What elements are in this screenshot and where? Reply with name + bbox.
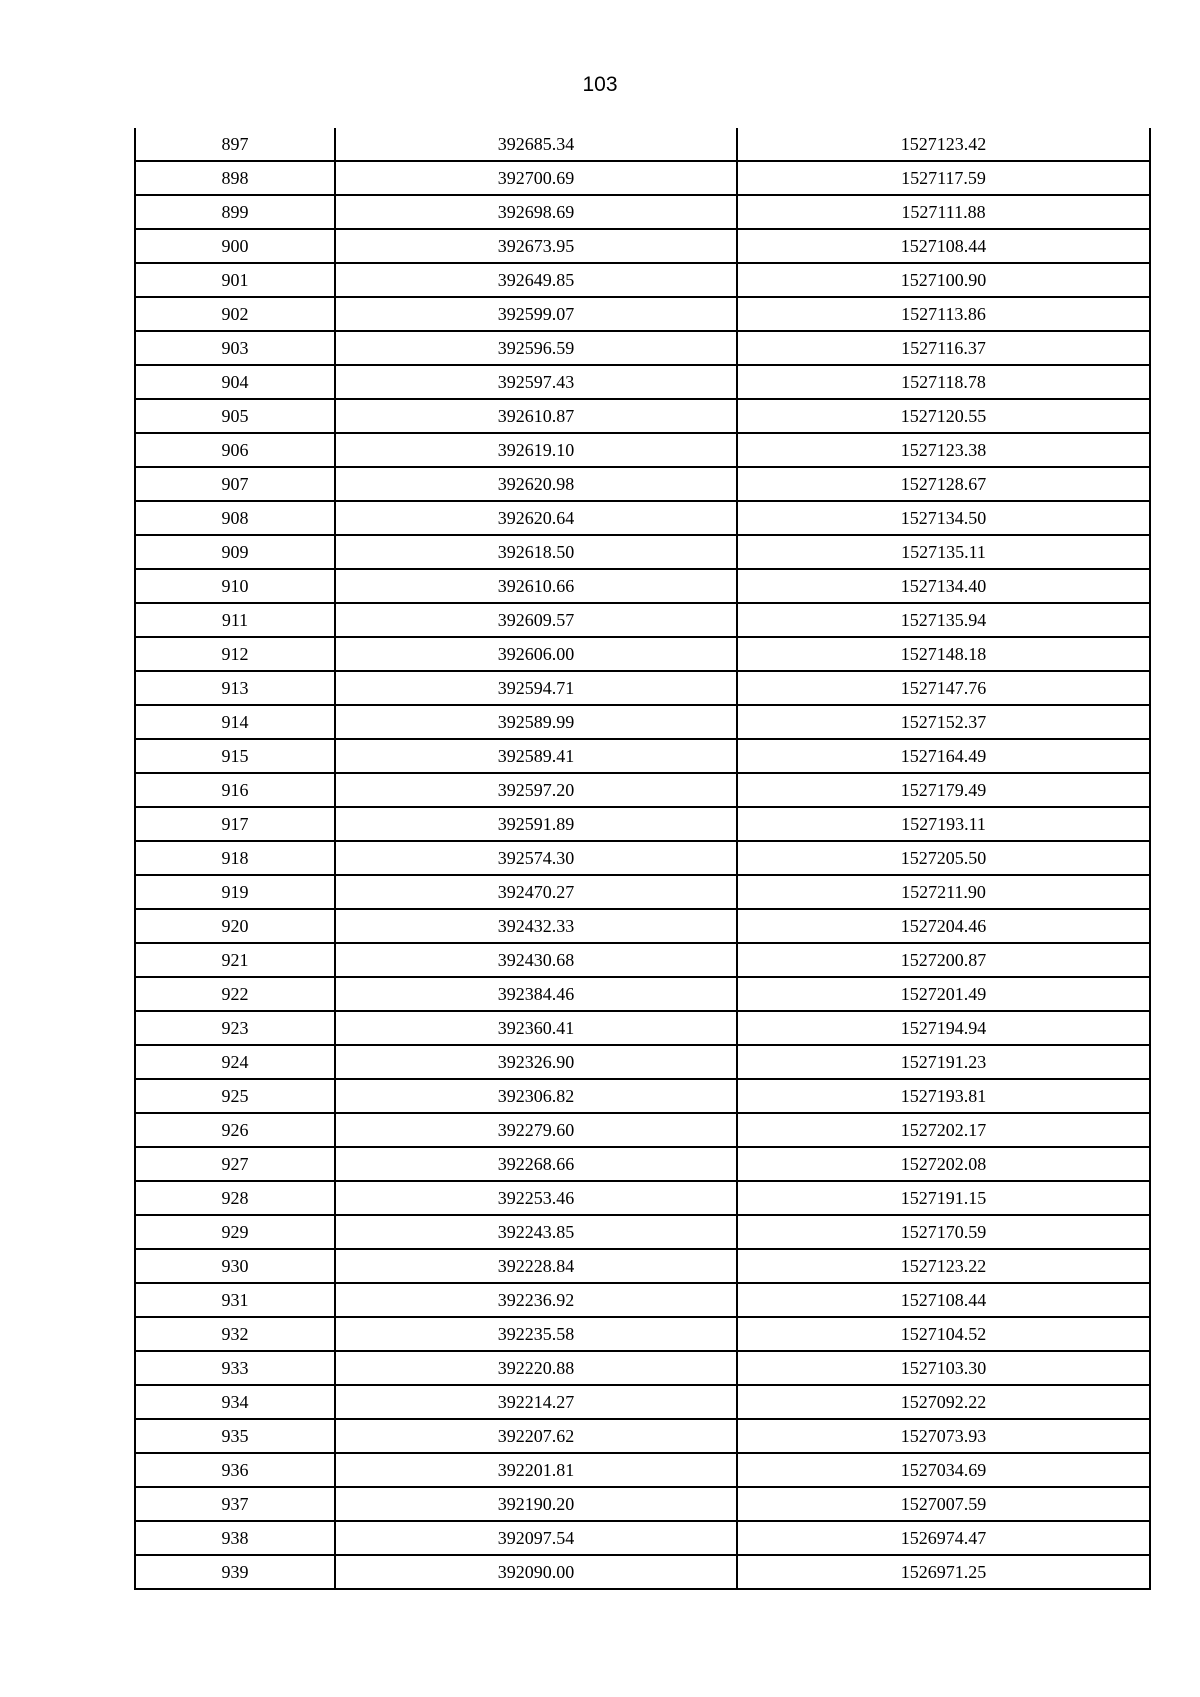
x-coordinate-cell: 392306.82 (335, 1079, 737, 1113)
point-number-cell: 939 (135, 1555, 335, 1589)
table-row (135, 739, 1150, 773)
table-row (135, 603, 1150, 637)
y-coordinate-cell: 1527100.90 (737, 263, 1150, 297)
table-row (135, 1147, 1150, 1181)
point-number-cell: 906 (135, 433, 335, 467)
table-row (135, 1045, 1150, 1079)
table-row (135, 1249, 1150, 1283)
table-row (135, 1283, 1150, 1317)
table-row (135, 297, 1150, 331)
x-coordinate-cell: 392591.89 (335, 807, 737, 841)
x-coordinate-cell: 392326.90 (335, 1045, 737, 1079)
table-row (135, 977, 1150, 1011)
x-coordinate-cell: 392236.92 (335, 1283, 737, 1317)
y-coordinate-cell: 1527191.15 (737, 1181, 1150, 1215)
point-number-cell: 937 (135, 1487, 335, 1521)
x-coordinate-cell: 392097.54 (335, 1521, 737, 1555)
x-coordinate-cell: 392243.85 (335, 1215, 737, 1249)
point-number-cell: 928 (135, 1181, 335, 1215)
table-row (135, 467, 1150, 501)
x-coordinate-cell: 392597.20 (335, 773, 737, 807)
x-coordinate-cell: 392618.50 (335, 535, 737, 569)
point-number-cell: 903 (135, 331, 335, 365)
point-number-cell: 915 (135, 739, 335, 773)
table-row (135, 535, 1150, 569)
point-number-cell: 902 (135, 297, 335, 331)
y-coordinate-cell: 1527123.22 (737, 1249, 1150, 1283)
point-number-cell: 916 (135, 773, 335, 807)
y-coordinate-cell: 1527152.37 (737, 705, 1150, 739)
y-coordinate-cell: 1527113.86 (737, 297, 1150, 331)
x-coordinate-cell: 392594.71 (335, 671, 737, 705)
y-coordinate-cell: 1527205.50 (737, 841, 1150, 875)
point-number-cell: 908 (135, 501, 335, 535)
point-number-cell: 924 (135, 1045, 335, 1079)
point-number-cell: 897 (135, 128, 335, 161)
x-coordinate-cell: 392574.30 (335, 841, 737, 875)
x-coordinate-cell: 392470.27 (335, 875, 737, 909)
y-coordinate-cell: 1527108.44 (737, 1283, 1150, 1317)
y-coordinate-cell: 1527104.52 (737, 1317, 1150, 1351)
table-row (135, 1181, 1150, 1215)
x-coordinate-cell: 392220.88 (335, 1351, 737, 1385)
point-number-cell: 898 (135, 161, 335, 195)
table-row (135, 1351, 1150, 1385)
y-coordinate-cell: 1527179.49 (737, 773, 1150, 807)
y-coordinate-cell: 1527193.11 (737, 807, 1150, 841)
y-coordinate-cell: 1527204.46 (737, 909, 1150, 943)
point-number-cell: 907 (135, 467, 335, 501)
x-coordinate-cell: 392279.60 (335, 1113, 737, 1147)
point-number-cell: 911 (135, 603, 335, 637)
table-row (135, 909, 1150, 943)
x-coordinate-cell: 392201.81 (335, 1453, 737, 1487)
x-coordinate-cell: 392619.10 (335, 433, 737, 467)
y-coordinate-cell: 1527034.69 (737, 1453, 1150, 1487)
table-row (135, 1487, 1150, 1521)
table-row (135, 637, 1150, 671)
point-number-cell: 934 (135, 1385, 335, 1419)
y-coordinate-cell: 1527123.38 (737, 433, 1150, 467)
y-coordinate-cell: 1527111.88 (737, 195, 1150, 229)
x-coordinate-cell: 392430.68 (335, 943, 737, 977)
y-coordinate-cell: 1527194.94 (737, 1011, 1150, 1045)
point-number-cell: 930 (135, 1249, 335, 1283)
table-row (135, 1011, 1150, 1045)
coordinate-table (134, 128, 1151, 1590)
x-coordinate-cell: 392384.46 (335, 977, 737, 1011)
x-coordinate-cell: 392649.85 (335, 263, 737, 297)
y-coordinate-cell: 1527108.44 (737, 229, 1150, 263)
table-row (135, 773, 1150, 807)
table-row (135, 841, 1150, 875)
y-coordinate-cell: 1526971.25 (737, 1555, 1150, 1589)
point-number-cell: 913 (135, 671, 335, 705)
y-coordinate-cell: 1527120.55 (737, 399, 1150, 433)
y-coordinate-cell: 1527123.42 (737, 128, 1150, 161)
point-number-cell: 901 (135, 263, 335, 297)
table-row (135, 399, 1150, 433)
x-coordinate-cell: 392090.00 (335, 1555, 737, 1589)
y-coordinate-cell: 1526974.47 (737, 1521, 1150, 1555)
y-coordinate-cell: 1527135.94 (737, 603, 1150, 637)
point-number-cell: 900 (135, 229, 335, 263)
point-number-cell: 926 (135, 1113, 335, 1147)
table-row (135, 229, 1150, 263)
table-row (135, 1317, 1150, 1351)
point-number-cell: 938 (135, 1521, 335, 1555)
x-coordinate-cell: 392253.46 (335, 1181, 737, 1215)
point-number-cell: 899 (135, 195, 335, 229)
coordinate-table-body (135, 128, 1150, 1589)
point-number-cell: 918 (135, 841, 335, 875)
x-coordinate-cell: 392589.99 (335, 705, 737, 739)
table-row (135, 569, 1150, 603)
y-coordinate-cell: 1527200.87 (737, 943, 1150, 977)
x-coordinate-cell: 392673.95 (335, 229, 737, 263)
point-number-cell: 922 (135, 977, 335, 1011)
table-row (135, 943, 1150, 977)
x-coordinate-cell: 392235.58 (335, 1317, 737, 1351)
x-coordinate-cell: 392685.34 (335, 128, 737, 161)
table-row (135, 1113, 1150, 1147)
table-row (135, 1453, 1150, 1487)
x-coordinate-cell: 392599.07 (335, 297, 737, 331)
y-coordinate-cell: 1527170.59 (737, 1215, 1150, 1249)
table-row (135, 1079, 1150, 1113)
table-row (135, 331, 1150, 365)
y-coordinate-cell: 1527191.23 (737, 1045, 1150, 1079)
table-row (135, 128, 1150, 161)
point-number-cell: 920 (135, 909, 335, 943)
x-coordinate-cell: 392214.27 (335, 1385, 737, 1419)
x-coordinate-cell: 392698.69 (335, 195, 737, 229)
y-coordinate-cell: 1527092.22 (737, 1385, 1150, 1419)
x-coordinate-cell: 392606.00 (335, 637, 737, 671)
table-row (135, 501, 1150, 535)
table-row (135, 1385, 1150, 1419)
x-coordinate-cell: 392228.84 (335, 1249, 737, 1283)
point-number-cell: 931 (135, 1283, 335, 1317)
table-row (135, 807, 1150, 841)
point-number-cell: 909 (135, 535, 335, 569)
table-row (135, 1521, 1150, 1555)
y-coordinate-cell: 1527073.93 (737, 1419, 1150, 1453)
x-coordinate-cell: 392190.20 (335, 1487, 737, 1521)
table-row (135, 161, 1150, 195)
x-coordinate-cell: 392609.57 (335, 603, 737, 637)
y-coordinate-cell: 1527128.67 (737, 467, 1150, 501)
point-number-cell: 921 (135, 943, 335, 977)
x-coordinate-cell: 392268.66 (335, 1147, 737, 1181)
y-coordinate-cell: 1527147.76 (737, 671, 1150, 705)
table-row (135, 263, 1150, 297)
table-row (135, 875, 1150, 909)
y-coordinate-cell: 1527007.59 (737, 1487, 1150, 1521)
y-coordinate-cell: 1527134.50 (737, 501, 1150, 535)
x-coordinate-cell: 392589.41 (335, 739, 737, 773)
point-number-cell: 933 (135, 1351, 335, 1385)
x-coordinate-cell: 392620.98 (335, 467, 737, 501)
x-coordinate-cell: 392360.41 (335, 1011, 737, 1045)
x-coordinate-cell: 392610.87 (335, 399, 737, 433)
point-number-cell: 905 (135, 399, 335, 433)
x-coordinate-cell: 392432.33 (335, 909, 737, 943)
x-coordinate-cell: 392620.64 (335, 501, 737, 535)
x-coordinate-cell: 392700.69 (335, 161, 737, 195)
y-coordinate-cell: 1527116.37 (737, 331, 1150, 365)
table-row (135, 1555, 1150, 1589)
y-coordinate-cell: 1527118.78 (737, 365, 1150, 399)
table-row (135, 195, 1150, 229)
y-coordinate-cell: 1527201.49 (737, 977, 1150, 1011)
table-row (135, 433, 1150, 467)
point-number-cell: 925 (135, 1079, 335, 1113)
y-coordinate-cell: 1527134.40 (737, 569, 1150, 603)
table-row (135, 1215, 1150, 1249)
y-coordinate-cell: 1527164.49 (737, 739, 1150, 773)
y-coordinate-cell: 1527202.08 (737, 1147, 1150, 1181)
page-number: 103 (582, 73, 618, 96)
y-coordinate-cell: 1527202.17 (737, 1113, 1150, 1147)
point-number-cell: 932 (135, 1317, 335, 1351)
point-number-cell: 936 (135, 1453, 335, 1487)
table-row (135, 671, 1150, 705)
point-number-cell: 914 (135, 705, 335, 739)
y-coordinate-cell: 1527148.18 (737, 637, 1150, 671)
point-number-cell: 917 (135, 807, 335, 841)
x-coordinate-cell: 392597.43 (335, 365, 737, 399)
point-number-cell: 923 (135, 1011, 335, 1045)
y-coordinate-cell: 1527117.59 (737, 161, 1150, 195)
x-coordinate-cell: 392610.66 (335, 569, 737, 603)
point-number-cell: 910 (135, 569, 335, 603)
y-coordinate-cell: 1527135.11 (737, 535, 1150, 569)
y-coordinate-cell: 1527103.30 (737, 1351, 1150, 1385)
x-coordinate-cell: 392596.59 (335, 331, 737, 365)
y-coordinate-cell: 1527211.90 (737, 875, 1150, 909)
point-number-cell: 919 (135, 875, 335, 909)
point-number-cell: 929 (135, 1215, 335, 1249)
y-coordinate-cell: 1527193.81 (737, 1079, 1150, 1113)
point-number-cell: 927 (135, 1147, 335, 1181)
point-number-cell: 935 (135, 1419, 335, 1453)
table-row (135, 365, 1150, 399)
point-number-cell: 904 (135, 365, 335, 399)
table-row (135, 1419, 1150, 1453)
x-coordinate-cell: 392207.62 (335, 1419, 737, 1453)
point-number-cell: 912 (135, 637, 335, 671)
table-row (135, 705, 1150, 739)
